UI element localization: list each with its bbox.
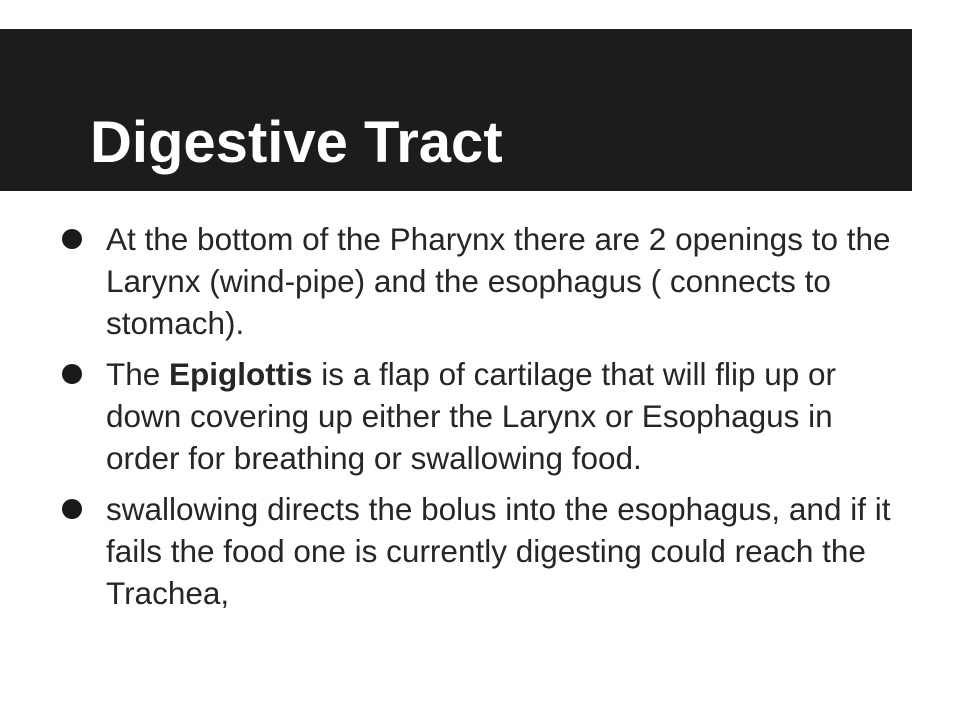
bullet-text-before: The: [106, 356, 170, 392]
bullet-dot-icon: [62, 499, 82, 519]
bullet-item-larynx-openings: [62, 218, 902, 344]
bullet-item-swallowing: [62, 488, 902, 614]
bullet-text: [106, 353, 902, 479]
epiglottis-term: Epiglottis: [169, 356, 313, 392]
bullet-text: At the bottom of the Pharynx there are 2 openings to the Larynx (wind-pipe) and the esophagus ( connects to stomach).: [106, 221, 891, 341]
bullet-item-epiglottis: [62, 353, 902, 479]
bullet-text: swallowing directs the bolus into the esophagus, and if it fails the food one is currently digesting could reach the Trachea,: [106, 491, 891, 611]
bullet-list: [62, 218, 902, 623]
slide-title: Digestive Tract: [90, 110, 503, 175]
bullet-text-after: is a flap of cartilage that will flip up or down covering up either the Larynx or Esophagus in order for breathing or swallowing food.: [106, 356, 837, 476]
bullet-dot-icon: [62, 229, 82, 249]
bullet-dot-icon: [62, 364, 82, 384]
